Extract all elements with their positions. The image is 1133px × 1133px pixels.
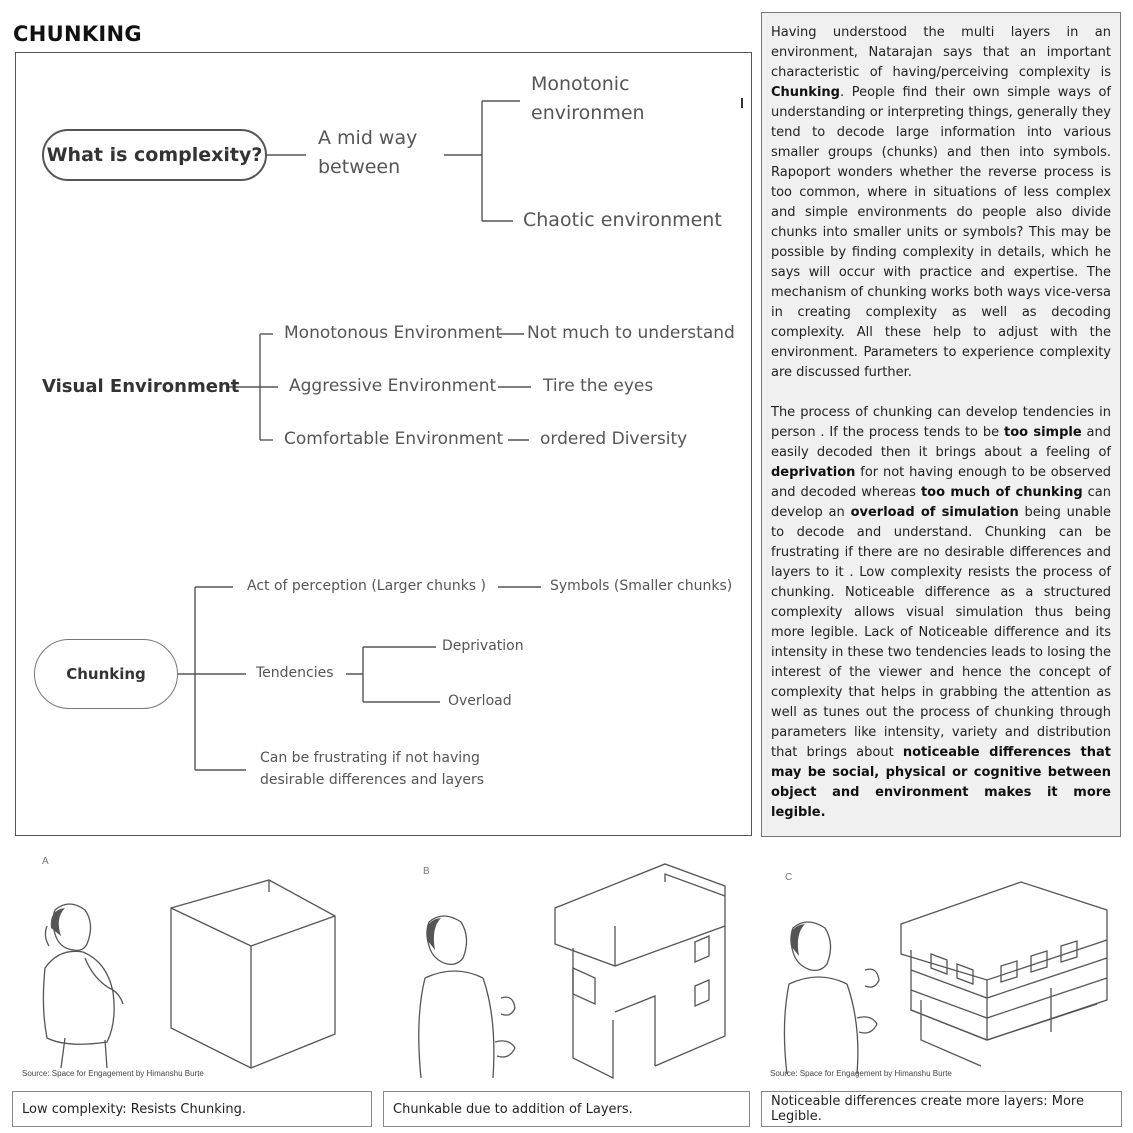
p1-run: Having understood the multi layers in an environment, Natarajan says that an important characteristic of having/perceiving complexity is — [771, 25, 1111, 80]
p2-run: and easily decoded then it brings about a feeling of — [771, 425, 1112, 460]
p2-run: The process of chunking can develop tendencies in person . If the process tends to be — [771, 405, 1111, 440]
illustration-c — [761, 848, 1122, 1086]
illustration-c-source: Source: Space for Engagement by Himanshu Burte — [770, 1069, 952, 1078]
p2-run: deprivation — [771, 465, 856, 480]
man-and-box-drawing — [15, 848, 375, 1086]
frustrating-label-line1: Can be frustrating if not having — [260, 750, 480, 766]
overload-label: Overload — [448, 693, 512, 709]
caption-b: Chunkable due to addition of Layers. — [383, 1091, 750, 1127]
p1-run: Chunking — [771, 85, 840, 100]
illustration-a — [15, 848, 375, 1086]
comfortable-env-label: Comfortable Environment — [284, 429, 504, 449]
monotonic-label-line1: Monotonic — [531, 73, 630, 95]
paragraph-1 — [771, 23, 1111, 383]
aggressive-result-label: Tire the eyes — [543, 376, 654, 396]
man-and-house-drawing — [383, 848, 750, 1086]
deprivation-label: Deprivation — [442, 638, 524, 654]
chunking-root-node: Chunking — [34, 639, 178, 709]
p2-run: too simple — [1004, 425, 1082, 440]
complexity-root-node: What is complexity? — [42, 129, 267, 181]
midway-label-line2: between — [318, 156, 401, 178]
tendencies-label: Tendencies — [256, 665, 334, 681]
chaotic-label: Chaotic environment — [523, 209, 722, 231]
illustration-b — [383, 848, 750, 1086]
p1-run: . People find their own simple ways of understanding or interpreting things, generally they tend to decode large information into various smaller groups (chunks) and then into symbols. Rapoport wonders whether the reverse process is too common, where in situations of less complex and simple environments do people also divide chunks into smaller units or symbols? This may be possible by finding complexity in details, which he says will occur with practice and expertise. The mechanism of chunking works both ways vice-versa in creating complexity as well as decoding complexity. All these help to adjust with the environment. Parameters to experience complexity are discussed further. — [771, 85, 1111, 380]
monotonous-env-label: Monotonous Environment — [284, 323, 503, 343]
man-and-detailed-house-drawing — [761, 848, 1122, 1086]
illustration-b-letter: B — [423, 866, 430, 877]
p2-run: overload of simulation — [850, 505, 1019, 520]
p2-run: being unable to decode and understand. Chunking can be frustrating if there are no desirable differences and layers to it . Low complexity resists the process of chunking. Noticeable difference as a structured complexity allows visual simulation thus being more legible. Lack of Noticeable difference and its intensity in these two tendencies leads to losing the interest of the viewer and hence the concept of complexity that helps in grabbing the attention as well as tunes out the process of chunking through parameters like intensity, variety and distribution that brings about — [771, 505, 1111, 760]
page-title: CHUNKING — [13, 22, 142, 46]
aggressive-env-label: Aggressive Environment — [289, 376, 497, 396]
p2-run: for not having enough to be observed and decoded whereas — [771, 465, 1111, 500]
frustrating-label-line2: desirable differences and layers — [260, 772, 485, 788]
comfortable-result-label: ordered Diversity — [540, 429, 688, 449]
p2-run: too much of chunking — [920, 485, 1083, 500]
p2-run: can develop an — [771, 485, 1111, 520]
monotonic-label-line2: environmen — [531, 102, 645, 124]
illustration-a-source: Source: Space for Engagement by Himanshu Burte — [22, 1069, 204, 1078]
mind-map-diagram — [15, 52, 752, 836]
paragraph-2 — [771, 403, 1111, 823]
illustration-a-letter: A — [42, 856, 49, 867]
caption-a: Low complexity: Resists Chunking. — [12, 1091, 372, 1127]
midway-label-line1: A mid way — [318, 127, 418, 149]
symbols-label: Symbols (Smaller chunks) — [550, 578, 733, 594]
monotonous-result-label: Not much to understand — [527, 323, 735, 343]
visual-root-node: Visual Environment — [42, 376, 240, 397]
explanation-panel — [761, 12, 1121, 837]
illustration-c-letter: C — [785, 872, 793, 883]
caption-c: Noticeable differences create more layers: More Legible. — [761, 1091, 1122, 1127]
p2-run: noticeable differences that may be social, physical or cognitive between object and environment makes it more legible. — [771, 745, 1112, 820]
perception-label: Act of perception (Larger chunks ) — [247, 578, 487, 594]
